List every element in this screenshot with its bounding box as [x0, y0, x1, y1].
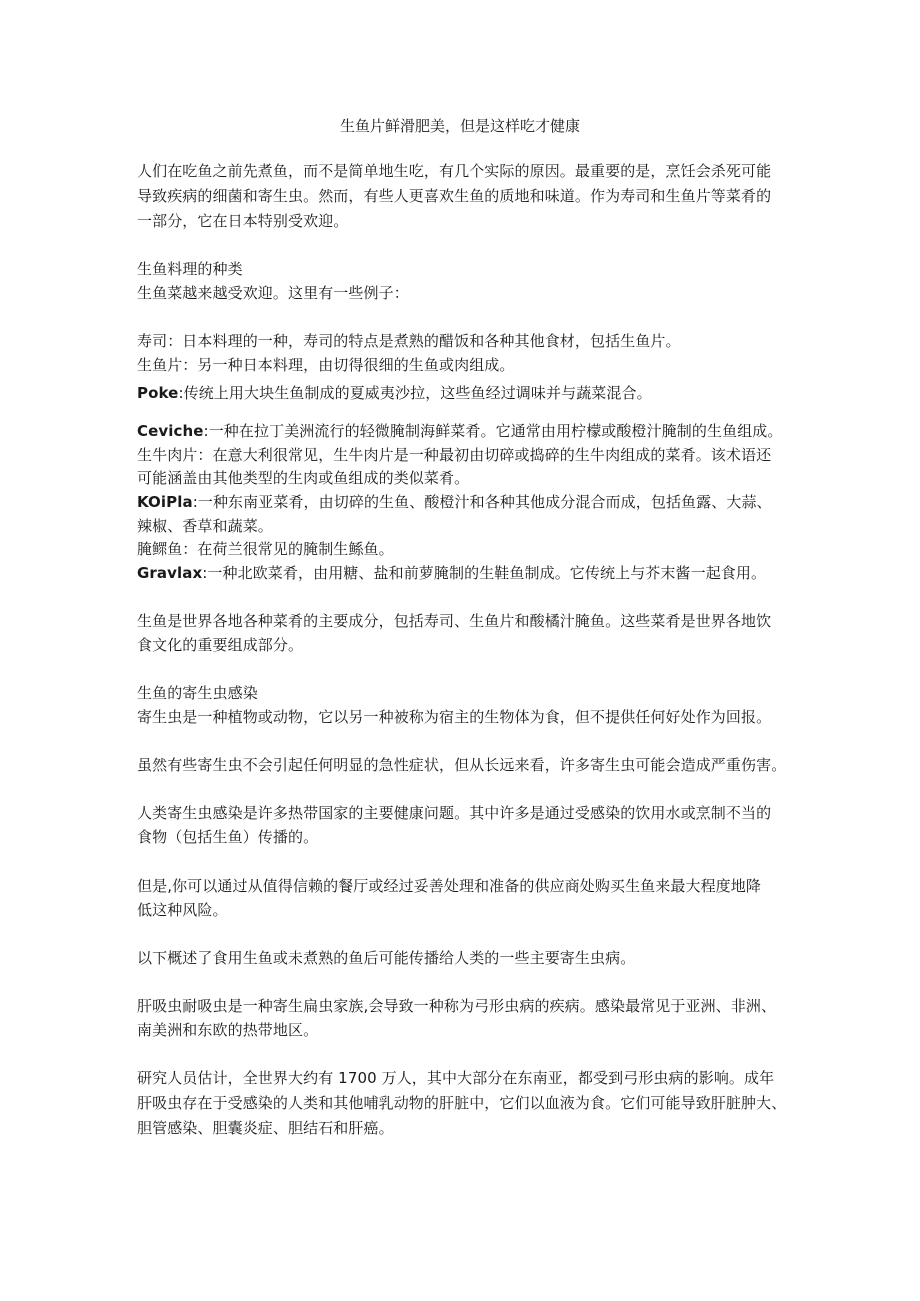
dish-desc-koipla: :一种东南亚菜肴，由切碎的生鱼、酸橙汁和各种其他成分混合而成，包括鱼露、大蒜、 — [192, 493, 772, 511]
dish-koipla-line-2: 辣椒、香草和蔬菜。 — [137, 517, 273, 535]
dish-ceviche — [137, 421, 783, 441]
section-lead: 生鱼菜越来越受欢迎。这里有一些例子： — [137, 284, 409, 302]
dish-sushi: 寿司：日本料理的一种，寿司的特点是煮熟的醋饭和各种其他食材，包括生鱼片。 — [137, 332, 681, 350]
parasite-definition: 寄生虫是一种植物或动物，它以另一种被称为宿主的生物体为食，但不提供任何好处作为回报。 — [137, 708, 772, 726]
dish-carpaccio-line-2: 可能涵盖由其他类型的生肉或鱼组成的类似菜肴。 — [137, 469, 470, 487]
dish-term-gravlax: Gravlax — [137, 564, 203, 582]
paragraph-risk-line-1: 但是,你可以通过从值得信赖的餐厅或经过妥善处理和准备的供应商处购买生鱼来最大程度地降 — [137, 877, 761, 895]
dish-poke — [137, 383, 652, 403]
dish-desc-gravlax: :一种北欧菜肴，由用糖、盐和前萝腌制的生鞋鱼制成。它传统上与芥末酱一起食用。 — [202, 564, 767, 582]
dish-desc-poke: :传统上用大块生鱼制成的夏威夷沙拉，这些鱼经过调味并与蔬菜混合。 — [178, 384, 652, 402]
dish-desc-ceviche: :一种在拉丁美洲流行的轻微腌制海鲜菜肴。它通常由用柠檬或酸橙汁腌制的生鱼组成。 — [203, 422, 783, 440]
summary-line-2: 食文化的重要组成部分。 — [137, 636, 304, 654]
dish-koipla-line-1 — [137, 492, 772, 512]
intro-line-1: 人们在吃鱼之前先煮鱼，而不是简单地生吃，有几个实际的原因。最重要的是，烹饪会杀死可能 — [137, 162, 772, 180]
dish-sashimi: 生鱼片：另一种日本料理，由切得很细的生鱼或肉组成。 — [137, 356, 515, 374]
dish-term-koipla: KOiPla — [137, 493, 193, 511]
paragraph-overview: 以下概述了食用生鱼或未煮熟的鱼后可能传播给人类的一些主要寄生虫病。 — [137, 949, 636, 967]
dish-pickled-herring: 腌鳏鱼：在荷兰很常见的腌制生鲧鱼。 — [137, 540, 394, 558]
intro-line-3: 一部分，它在日本特别受欢迎。 — [137, 212, 349, 230]
summary-line-1: 生鱼是世界各地各种菜肴的主要成分，包括寿司、生鱼片和酸橘汁腌鱼。这些菜肴是世界各地饮 — [137, 612, 772, 630]
paragraph-symptoms: 虽然有些寄生虫不会引起任何明显的急性症状，但从长远来看，许多寄生虫可能会造成严重伤害。 — [137, 756, 787, 774]
dish-carpaccio-line-1: 生牛肉片：在意大利很常见，生牛肉片是一种最初由切碎或捣碎的生牛肉组成的菜肴。该术语还 — [137, 446, 772, 464]
document-title: 生鱼片鲜滑肥美，但是这样吃才健康 — [339, 117, 580, 135]
paragraph-estimate-line-3: 胆管感染、胆囊炎症、胆结石和肝癌。 — [137, 1119, 394, 1137]
paragraph-fluke-line-1: 肝吸虫耐吸虫是一种寄生扁虫家族,会导致一种称为弓形虫病的疾病。感染最常见于亚洲、非洲、 — [137, 997, 777, 1015]
paragraph-estimate-line-2: 肝吸虫存在于受感染的人类和其他哺乳动物的肝脏中，它们以血液为食。它们可能导致肝脏肿大、 — [137, 1094, 787, 1112]
dish-term-poke: Poke — [137, 384, 179, 402]
paragraph-fluke-line-2: 南美洲和东欧的热带地区。 — [137, 1021, 319, 1039]
paragraph-risk-line-2: 低这种风险。 — [137, 901, 228, 919]
intro-line-2: 导致疾病的细菌和寄生虫。然而，有些人更喜欢生鱼的质地和味道。作为寿司和生鱼片等菜肴的 — [137, 187, 772, 205]
dish-gravlax — [137, 563, 766, 583]
paragraph-estimate-line-1: 研究人员估计，全世界大约有 1700 万人，其中大部分在东南亚，都受到弓形虫病的影响。成年 — [137, 1069, 775, 1087]
section-heading-dish-types: 生鱼料理的种类 — [137, 260, 243, 278]
paragraph-tropics-line-2: 食物（包括生鱼）传播的。 — [137, 828, 319, 846]
dish-term-ceviche: Ceviche — [137, 422, 204, 440]
section-heading-parasites: 生鱼的寄生虫感染 — [137, 684, 258, 702]
paragraph-tropics-line-1: 人类寄生虫感染是许多热带国家的主要健康问题。其中许多是通过受感染的饮用水或烹制不当的 — [137, 804, 772, 822]
